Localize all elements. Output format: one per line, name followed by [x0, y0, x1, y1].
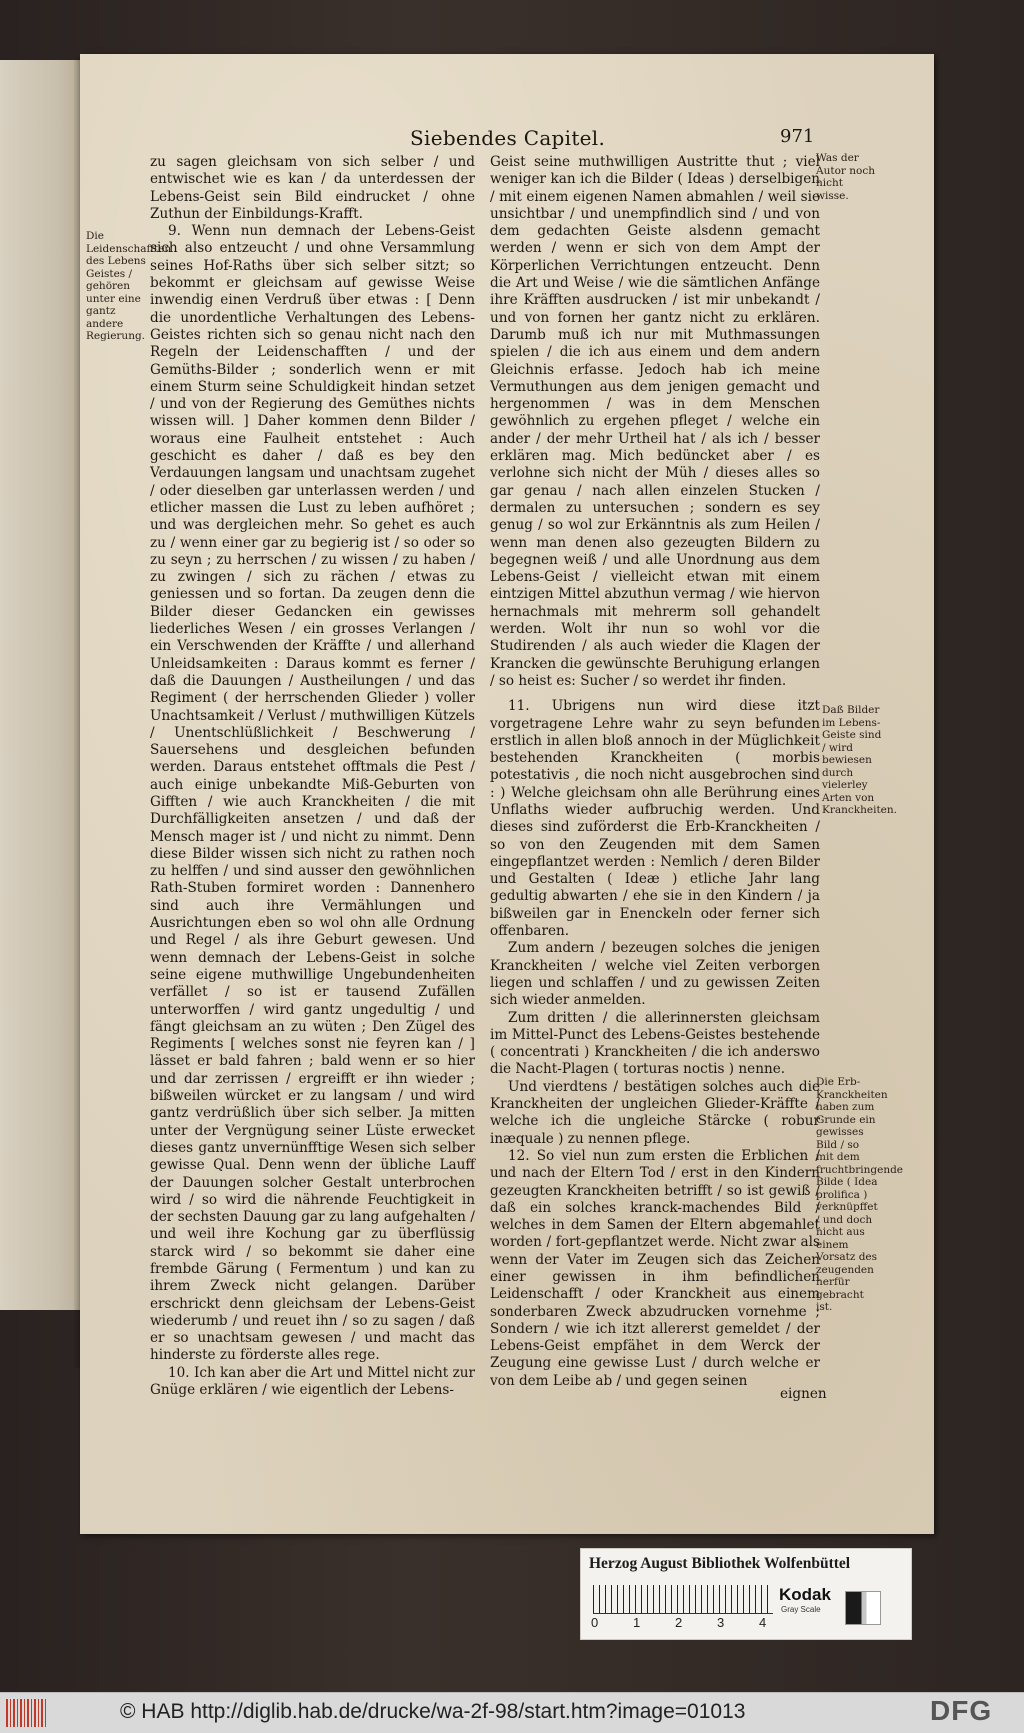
paragraph: zu sagen gleichsam von sich selber / und entwischet wie es kan / da unterdessen der Lebens-Geist sein Bild eindrucket / ohne Zuthun der Einbildungs-Krafft. [150, 154, 475, 222]
gray-scale-swatch [845, 1591, 881, 1625]
library-label-card [580, 1548, 912, 1640]
margin-note: Die Erb-Kranckheiten haben zum Grunde ein gewisses Bild / so mit dem fruchtbringende Bilde ( Idea prolifica ) verknüpffet / und doch nicht aus einem Vorsatz des zeugenden herfür gebracht ist. [816, 1076, 904, 1313]
scale-number: 2 [675, 1615, 683, 1630]
paragraph: 9. Wenn nun demnach der Lebens-Geist sich also entzeucht / und ohne Versammlung seines Hof-Raths über sich selber sitzt; so bekommt er gleichsam auf gewisse Weise inwendig einen Verdruß über etwas : [ Denn die unordentliche Verhaltungen des Lebens-Geistes richten sich so genau nicht nach den Regeln der Leidenschafften / und der Gemüths-Bilder ; sonderlich wenn er mit einem Sturm seine Schuldigkeit hindan setzet / und von der Regierung des Gemüthes nichts wissen will. ] Daher kommen denn Bilder / woraus eine Faulheit entstehet : Auch geschicht es daher / daß es bey den Verdauungen langsam und unachtsam zugehet / oder dieselben gar unterlassen werden / und etlicher massen die Lust zu leben aufhöret ; und was dergleichen mehr. So gehet es auch zu / wenn einer gar zu begierig ist / so oder so zu seyn ; zu herrschen / zu wissen / zu haben / zu zwingen / sich zu rächen / etwas zu geniessen und so fortan. Da zeugen denn die Bilder dieser Gedancken ein gewisses liederliches Wesen / ein grosses Verlangen / ein Verschwenden der Kräffte / und allerhand Unleidsamkeiten : Daraus kommt es ferner / daß die Dauungen / Austheilungen / und das Regiment ( der herrschenden Glieder ) voller Unachtsamkeit / Verlust / muthwilligen Kützels / Unentschlüßlichkeit / Beschwerung / Sauersehens und desgleichen befunden werden. Daraus entstehet offtmals die Pest / auch einige unbekandte Miß-Geburten von Gifften / wie auch Kranckheiten / die mit Durchfälligkeiten ansetzen / und daß der Mensch mager ist / und nicht zu nimmt. Denn diese Bilder wissen sich nicht zu rathen noch zu helffen / und sind ausser den gewöhnlichen Rath-Stuben formiret worden : Dannenhero sind auch ihre Vermählungen und Ausrichtungen eben so wol ohn alle Ordnung und Regel / als ihre Geburt gewesen. Und wenn demnach der Lebens-Geist in solche seine eigene muthwillige Ungebundenheiten verfället / so ist er tausend Zufällen unterworffen / wird gantz ungedultig / und fängt gleichsam an zu wüten ; Den Zügel des Regiments [ welches sonst nie feyren kan / ] lässet er bald fahren ; bald wenn er so hier und dar zerrissen / ergreifft er ihn wieder ; bißweilen würcket er zu langsam / und wird gantz verdrüßlich über sich selber. Ja mitten unter der Vergnügung seiner Lüste erwecket dieses gantz unvernünfftige Wesen sich selber gewisse Qual. Denn wenn der übliche Lauff der Dauungen solcher Gestalt unterbrochen wird / so wird die nährende Feuchtigkeit in der sechsten Dauung gar zu lang aufgehalten / und weil ihre Kochung gar zu überflüssig starck wird / so bekommt sie daher eine frembde Gärung ( Fermentum ) und kan zu ihrem Zweck nicht gelangen. Darüber erschrickt denn gleichsam der Lebens-Geist wiederumb / und reuet ihn / so zu sagen / daß er so unachtsam gewesen / und macht das hinderste zu förderste alles rege. [150, 223, 475, 1364]
library-title: Herzog August Bibliothek Wolfenbüttel [589, 1555, 851, 1572]
scale-number: 3 [717, 1615, 725, 1630]
facing-page-edge [0, 60, 82, 1310]
ruler-scale [593, 1585, 773, 1614]
left-column [150, 154, 475, 1399]
gray-scale-label: Gray Scale [781, 1605, 821, 1614]
page-number: 971 [780, 126, 815, 147]
scale-number: 1 [633, 1615, 641, 1630]
running-head: Siebendes Capitel. [410, 126, 606, 150]
paragraph: Geist seine muthwilligen Austritte thut ; viel weniger kan ich die Bilder ( Ideas ) derselbigen / mit einem eigenen Namen abmahlen / weil sie unsichtbar / und unempfindlich sind / und von dem gedachten Geiste alsdenn gemacht werden / wenn er sich von dem Ampt der Körperlichen Verrichtungen entzeucht. Denn die Art und Weise / wie die sämtlichen Anfänge ihre Kräfften ausdrucken / ist mir unbekandt / und von fornen her gantz nicht zu erklären. Darumb muß ich nur mit Muthmassungen spielen / die ich aus einem und dem andern Gleichnis erfasse. Jedoch hab ich meine Vermuthungen aus dem jenigen gemacht und hergenommen / was in dem Menschen gewöhnlich zu ergehen pfleget / welche ein ander / der mehr Urtheil hat / als ich / besser erklären mag. Mich bedüncket aber / es verlohne sich nicht der Müh / dieses alles so gar genau / nach allen einzelen Stucken / dermalen zu untersuchen ; sondern es sey genug / so wol zur Erkänntnis als zum Heilen / wenn man denen also gezeugten Bildern zu begegnen weiß / und alle Unordnung aus dem Lebens-Geist / vielleicht etwan mit einem eintzigen Mittel abzuthun vermag / wie hiervon hernachmals mit mehrerm soll gehandelt werden. Wolt ihr nun so wohl vor die Studirenden / als auch wieder die Klagen der Krancken die gewünschte Beruhigung erlangen / so heist es: Sucher / so werdet ihr finden. [490, 154, 820, 689]
source-link[interactable]: © HAB http://diglib.hab.de/drucke/wa-2f-98/start.htm?image=01013 [120, 1700, 746, 1723]
right-column [490, 154, 820, 1390]
book-page [80, 54, 934, 1534]
margin-note: Die Leidenschafften des Lebens Geistes / gehören unter eine gantz andere Regierung. [86, 230, 172, 342]
paragraph: Und vierdtens / bestätigen solches auch die Kranckheiten der ungleichen Glieder-Kräffte / welche ich die ungleiche Stärcke ( robur inæquale ) zu nennen pflege. [490, 1078, 820, 1147]
barcode-icon [6, 1699, 48, 1727]
margin-note: Daß Bilder im Lebens-Geiste sind / wird bewiesen durch vielerley Arten von Kranckheiten. [822, 704, 897, 816]
paragraph: 12. So viel nun zum ersten die Erblichen / und nach der Eltern Tod / erst in den Kindern gezeugten Kranckheiten betrifft / so ist gewiß / daß ein solches kranck-machendes Bild / welches in dem Samen der Eltern abgemahlet worden / fort-gepflantzet werde. Nicht zwar als wenn der Vater im Zeugen sich das Zeichen einer gewissen in ihm befindlichen Leidenschafft / oder Kranckheit aus einem sonderbaren Zweck abzudrucken vornehme ; Sondern / wie ich itzt allererst gemeldet / der Lebens-Geist empfähet in dem Werck der Zeugung eine gewisse Lust / durch welche er von dem Leibe ab / und gegen seinen [490, 1147, 820, 1389]
paragraph: 11. Ubrigens nun wird diese itzt vorgetragene Lehre wahr zu seyn befunden erstlich in allen bloß annoch in der Müglichkeit bestehenden Kranckheiten ( morbis potestativis , die noch nicht ausgebrochen sind : ) Welche gleichsam ohn alle Berührung eines Unflaths wieder aufbruchig werden. Und dieses sind zuförderst die Erb-Kranckheiten / so von den Zeugenden mit dem Samen eingepflantzet werden : Nemlich / deren Bilder und Gestalten ( Ideæ ) etliche Jahr lang gedultig abwarten / ehe sie in den Kindern / ja bißweilen gar in Enenckeln oder ferner sich offenbaren. [490, 698, 820, 940]
paragraph: Zum dritten / die allerinnersten gleichsam im Mittel-Punct des Lebens-Geistes bestehende ( concentrati ) Kranckheiten / die ich anderswo die Nacht-Plagen ( torturas noctis ) nenne. [490, 1009, 820, 1078]
paragraph: 10. Ich kan aber die Art und Mittel nicht zur Gnüge erklären / wie eigentlich der Lebens- [150, 1364, 475, 1399]
catchword: eignen [780, 1386, 827, 1402]
scale-number: 4 [759, 1615, 767, 1630]
dfg-logo: DFG [930, 1695, 993, 1726]
kodak-brand: Kodak [779, 1585, 831, 1604]
paragraph: Zum andern / bezeugen solches die jenigen Kranckheiten / welche viel Zeiten verborgen liegen und schlaffen / und zu gewissen Zeiten sich wieder anmelden. [490, 940, 820, 1009]
margin-note: Was der Autor noch nicht wisse. [816, 152, 875, 202]
viewer-footer [0, 1692, 1024, 1733]
scale-number: 0 [591, 1615, 599, 1630]
